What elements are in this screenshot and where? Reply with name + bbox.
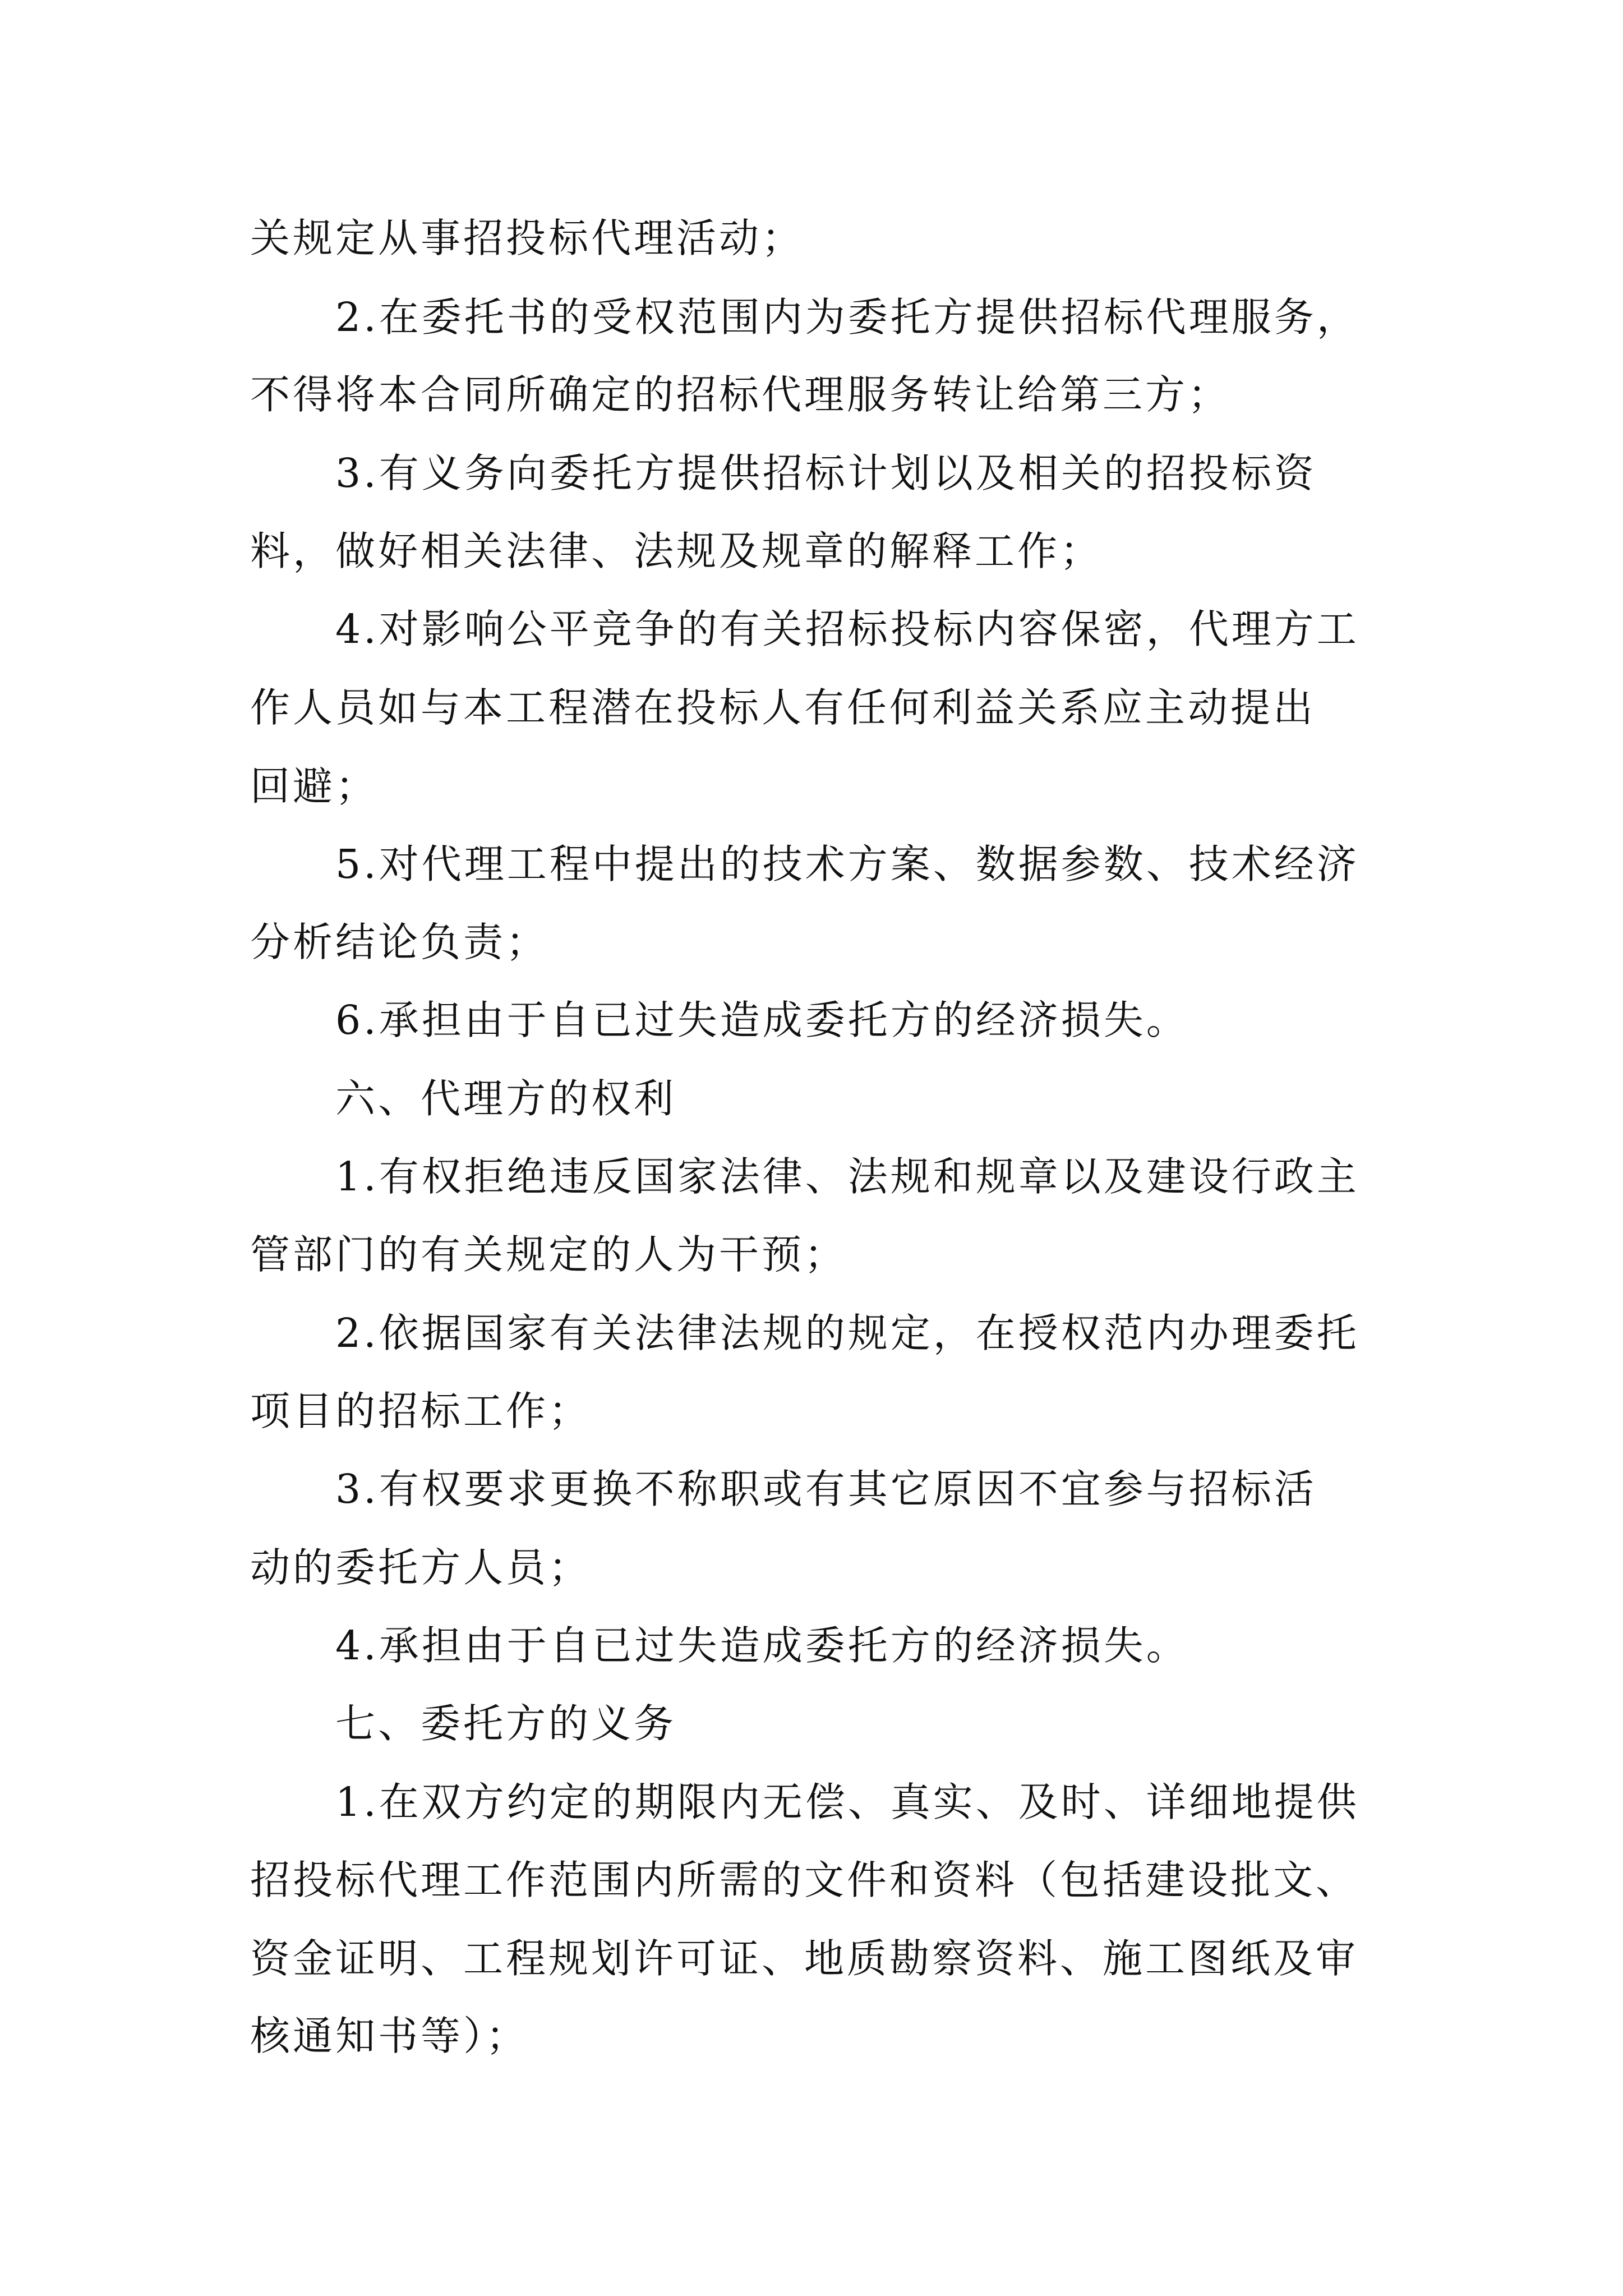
text-line: 分析结论负责； [250,919,549,965]
text-line: 资金证明、工程规划许可证、地质勘察资料、施工图纸及审 [250,1935,1359,1982]
text-line: 6.承担由于自已过失造成委托方的经济损失。 [335,997,1189,1043]
text-line: 动的委托方人员； [250,1544,592,1591]
text-line: 2.依据国家有关法律法规的规定，在授权范内办理委托 [335,1310,1359,1356]
section-heading: 六、代理方的权利 [335,1075,677,1122]
text-line: 关规定从事招投标代理活动； [250,215,805,261]
section-heading: 七、委托方的义务 [335,1700,677,1747]
text-line: 项目的招标工作； [250,1388,592,1434]
text-line: 料，做好相关法律、法规及规章的解释工作； [250,528,1103,574]
text-line: 招投标代理工作范围内所需的文件和资料（包括建设批文、 [250,1857,1359,1903]
text-line: 管部门的有关规定的人为干预； [250,1231,847,1278]
text-line: 5.对代理工程中提出的技术方案、数据参数、技术经济 [335,841,1359,887]
text-line: 回避； [250,763,379,809]
text-line: 3.有义务向委托方提供招标计划以及相关的招投标资 [335,450,1317,496]
text-line: 作人员如与本工程潜在投标人有任何利益关系应主动提出 [250,684,1316,731]
text-line: 2.在委托书的受权范围内为委托方提供招标代理服务， [335,294,1359,341]
text-line: 1.在双方约定的期限内无偿、真实、及时、详细地提供 [335,1779,1359,1825]
text-line: 不得将本合同所确定的招标代理服务转让给第三方； [250,371,1231,418]
text-line: 4.对影响公平竞争的有关招标投标内容保密，代理方工 [335,606,1359,652]
text-line: 核通知书等）； [250,2013,529,2059]
text-line: 1.有权拒绝违反国家法律、法规和规章以及建设行政主 [335,1153,1359,1200]
text-line: 3.有权要求更换不称职或有其它原因不宜参与招标活 [335,1466,1317,1512]
text-line: 4.承担由于自已过失造成委托方的经济损失。 [335,1622,1189,1669]
